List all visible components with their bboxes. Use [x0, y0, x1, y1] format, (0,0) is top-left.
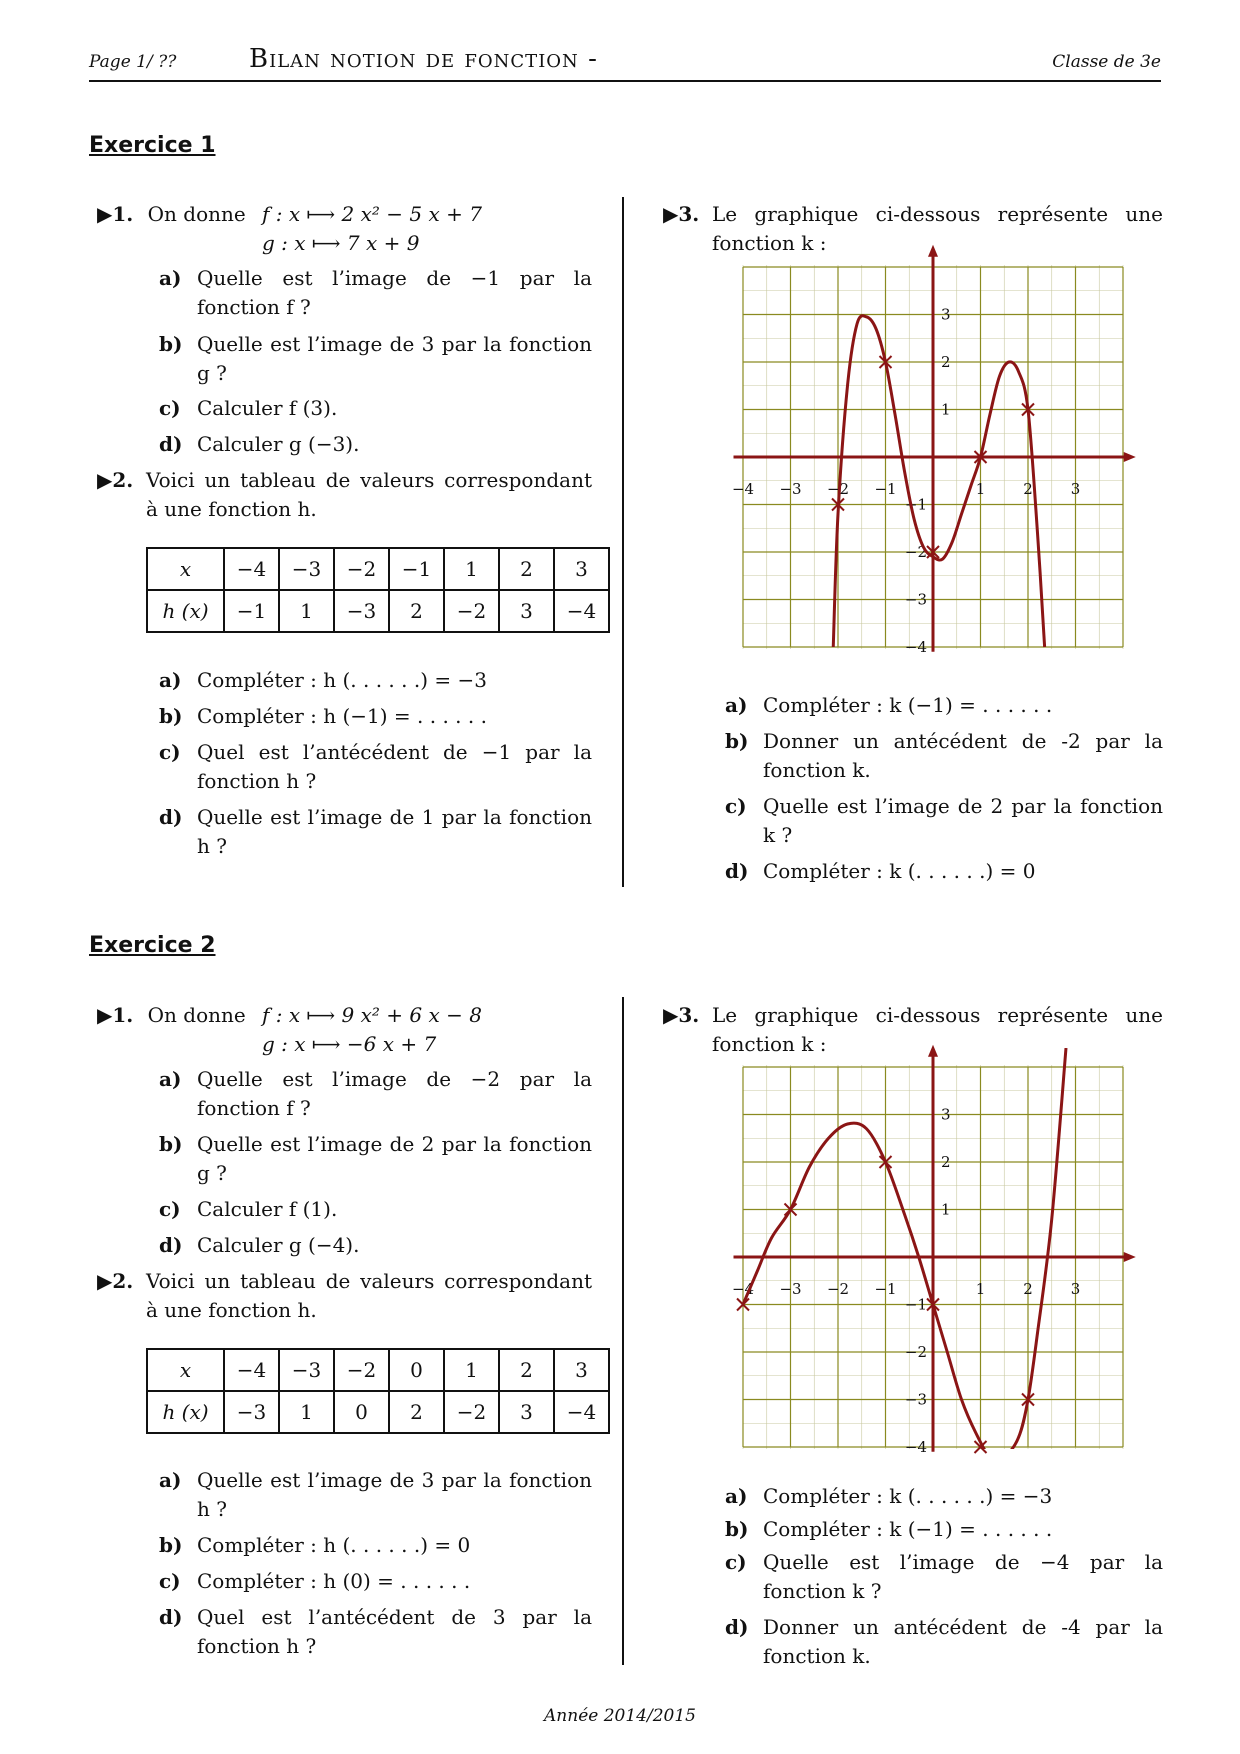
- ex2-q1-sub-label: c): [159, 1197, 181, 1221]
- ex1-q3-sub-1: [725, 691, 1163, 720]
- ex2-q2-sub-label: c): [159, 1569, 181, 1593]
- ex1-graph-x-tick-label: −1: [874, 480, 897, 498]
- ex1-q2-sub-text: Compléter : h (−1) = . . . . . .: [197, 704, 487, 728]
- ex2-q1-sub-3: [159, 1195, 592, 1224]
- ex1-graph-y-tick-label: 2: [941, 353, 951, 371]
- ex1-q1-sub-1: [159, 264, 592, 322]
- ex1-q1-sub-label: d): [159, 432, 183, 456]
- ex2-q2-sub-3: [159, 1567, 592, 1596]
- ex2-table-cell: −2: [444, 1391, 499, 1433]
- page-title: Bilan notion de fonction -: [249, 44, 598, 74]
- ex1-q3-sub-text: Compléter : k (−1) = . . . . . .: [763, 693, 1053, 717]
- ex2-q3-sub-4: [725, 1613, 1163, 1671]
- ex1-q3-sub-label: d): [725, 859, 749, 883]
- ex1-graph-x-tick-label: −2: [826, 480, 850, 498]
- ex2-q3-sub-3: [725, 1548, 1163, 1606]
- ex2-table-cell: 0: [389, 1349, 444, 1391]
- ex2-q2-sub-text: Compléter : h (. . . . . .) = 0: [197, 1533, 471, 1557]
- ex1-q3-sub-4: [725, 857, 1163, 886]
- ex1-graph-x-tick-label: −3: [779, 480, 802, 498]
- ex2-q1-sub-text: Quelle est l’image de −2 par la fonction f ?: [197, 1067, 592, 1120]
- ex2-table-cell: 1: [444, 1349, 499, 1391]
- ex1-table-cell: −1: [389, 548, 444, 590]
- ex2-q3-sub-text: Compléter : k (. . . . . .) = −3: [763, 1484, 1053, 1508]
- ex2-q1-g-def: g : x ⟼ −6 x + 7: [262, 1032, 437, 1056]
- ex2-q3-sub-label: c): [725, 1550, 747, 1574]
- ex2-table-row: [147, 1349, 609, 1391]
- ex1-q1: [97, 200, 246, 229]
- ex2-table-cell: −4: [554, 1391, 609, 1433]
- ex2-q2-sub-text: Quelle est l’image de 3 par la fonction h ?: [197, 1468, 592, 1521]
- ex2-q1-intro: On donne: [147, 1003, 246, 1027]
- ex1-q1-sub-2: [159, 330, 592, 388]
- ex1-q1-sub-label: b): [159, 332, 183, 356]
- ex2-table-cell: 3: [499, 1391, 554, 1433]
- ex1-q2-sub-text: Quel est l’antécédent de −1 par la fonction h ?: [197, 740, 592, 793]
- ex1-q1-g-def: g : x ⟼ 7 x + 9: [262, 231, 420, 255]
- ex2-graph-y-tick-label: −2: [904, 1343, 927, 1361]
- ex2-function-graph: [731, 1065, 1135, 1470]
- ex2-table-cell: −4: [224, 1349, 279, 1391]
- ex1-q1-sub-text: Quelle est l’image de 3 par la fonction g ?: [197, 332, 592, 385]
- ex1-table-row: [147, 548, 609, 590]
- ex2-values-table: [146, 1348, 610, 1434]
- ex1-q1-sub-4: [159, 430, 592, 459]
- ex2-graph-y-tick-label: 2: [941, 1153, 951, 1171]
- ex1-q3-sub-text: Donner un antécédent de -2 par la fonction k.: [763, 729, 1163, 782]
- ex2-q1-sub-2: [159, 1130, 592, 1188]
- ex2-table-cell: −2: [334, 1349, 389, 1391]
- ex1-values-table: [146, 547, 610, 633]
- ex1-graph-y-tick-label: −4: [904, 638, 927, 656]
- ex1-table-cell: −3: [279, 548, 334, 590]
- ex2-q2-sub-label: d): [159, 1605, 183, 1629]
- ex2-q3-sub-label: a): [725, 1484, 748, 1508]
- ex1-q1-sub-text: Calculer f (3).: [197, 396, 338, 420]
- ex1-q2-sub-2: [159, 702, 592, 731]
- ex2-q2-sub-4: [159, 1603, 592, 1661]
- ex1-q3-marker: ▶3.: [663, 202, 700, 226]
- ex1-table-cell: 3: [499, 590, 554, 632]
- ex1-q3-sub-2: [725, 727, 1163, 785]
- ex1-q2-sub-label: a): [159, 668, 182, 692]
- ex2-graph-y-tick-label: −3: [904, 1390, 927, 1409]
- page-number: Page 1/ ??: [89, 52, 177, 72]
- class-label: Classe de 3e: [1052, 52, 1161, 72]
- ex1-q1-sub-label: a): [159, 266, 182, 290]
- ex2-graph-y-tick-label: −4: [904, 1438, 927, 1456]
- ex1-graph-y-tick-label: −2: [904, 543, 927, 561]
- ex2-q1-sub-label: d): [159, 1233, 183, 1257]
- ex1-q2-sub-4: [159, 803, 592, 861]
- ex1-table-row: [147, 590, 609, 632]
- ex1-graph-x-tick-label: 3: [1070, 480, 1081, 498]
- ex2-q3-sub-2: [725, 1515, 1163, 1544]
- ex2-q2-sub-text: Quel est l’antécédent de 3 par la fonction h ?: [197, 1605, 592, 1658]
- ex1-q2-sub-label: c): [159, 740, 181, 764]
- ex2-q2-text: Voici un tableau de valeurs correspondant à une fonction h.: [146, 1269, 592, 1322]
- ex1-graph-x-tick-label: 1: [975, 480, 986, 498]
- ex1-table-cell: −2: [334, 548, 389, 590]
- ex1-graph-y-tick-label: 1: [941, 400, 951, 419]
- ex2-q1-sub-1: [159, 1065, 592, 1123]
- ex2-table-cell: 1: [279, 1391, 334, 1433]
- ex2-table-cell: 2: [499, 1349, 554, 1391]
- ex2-table-row: [147, 1391, 609, 1433]
- ex1-q3-text: Le graphique ci-dessous représente une fonction k :: [712, 202, 1163, 255]
- ex1-q3-sub-text: Quelle est l’image de 2 par la fonction k ?: [763, 794, 1163, 847]
- exercise-2-title: Exercice 2: [89, 933, 216, 958]
- ex1-q2-sub-3: [159, 738, 592, 796]
- ex1-q1-sub-text: Calculer g (−3).: [197, 432, 360, 456]
- ex2-q3-sub-label: d): [725, 1615, 749, 1639]
- page-footer: Année 2014/2015: [544, 1706, 696, 1726]
- ex2-table-cell: −3: [279, 1349, 334, 1391]
- ex2-graph-x-tick-label: −3: [779, 1280, 802, 1298]
- ex2-graph-x-tick-label: 3: [1070, 1280, 1081, 1298]
- ex2-q2-sub-1: [159, 1466, 592, 1524]
- ex1-q1-sub-3: [159, 394, 592, 423]
- ex2-q2-sub-label: a): [159, 1468, 182, 1492]
- ex2-q2-sub-2: [159, 1531, 592, 1560]
- ex1-q3-sub-label: c): [725, 794, 747, 818]
- ex1-q2-text: Voici un tableau de valeurs correspondant à une fonction h.: [146, 468, 592, 521]
- page-header: [89, 42, 1161, 82]
- ex2-q2-sub-label: b): [159, 1533, 183, 1557]
- ex1-table-cell: 1: [444, 548, 499, 590]
- ex1-graph-y-tick-label: −1: [904, 495, 927, 514]
- ex2-table-cell: 0: [334, 1391, 389, 1433]
- ex2-graph-y-tick-label: 1: [941, 1200, 951, 1219]
- ex1-q1-sub-label: c): [159, 396, 181, 420]
- ex1-graph-y-tick-label: −3: [904, 590, 927, 609]
- ex1-q3-sub-label: a): [725, 693, 748, 717]
- ex2-table-cell: h (x): [147, 1391, 224, 1433]
- ex1-table-cell: −4: [224, 548, 279, 590]
- ex2-q3-sub-text: Donner un antécédent de -4 par la fonction k.: [763, 1615, 1163, 1668]
- ex1-table-cell: 2: [389, 590, 444, 632]
- column-divider: [622, 997, 624, 1665]
- ex1-graph-y-tick-label: 3: [941, 305, 951, 324]
- ex2-q1-marker: ▶1.: [97, 1003, 134, 1027]
- ex1-table-cell: −2: [444, 590, 499, 632]
- ex1-q3-sub-3: [725, 792, 1163, 850]
- ex1-table-cell: 1: [279, 590, 334, 632]
- ex1-table-cell: −4: [554, 590, 609, 632]
- ex2-q1-sub-label: b): [159, 1132, 183, 1156]
- ex2-q1: [97, 1001, 246, 1030]
- ex1-q1-sub-text: Quelle est l’image de −1 par la fonction f ?: [197, 266, 592, 319]
- ex1-function-graph: [731, 265, 1135, 670]
- ex2-table-cell: x: [147, 1349, 224, 1391]
- ex1-q1-intro: On donne: [147, 202, 246, 226]
- ex1-graph-x-tick-label: −4: [731, 480, 755, 498]
- ex1-table-cell: −3: [334, 590, 389, 632]
- ex1-table-cell: −1: [224, 590, 279, 632]
- ex2-graph-x-tick-label: −4: [731, 1280, 755, 1298]
- ex2-q3-sub-text: Quelle est l’image de −4 par la fonction k ?: [763, 1550, 1163, 1603]
- ex1-graph-x-tick-label: 2: [1023, 480, 1033, 498]
- ex1-graph-x-axis-arrow: [1124, 452, 1136, 462]
- ex1-table-cell: x: [147, 548, 224, 590]
- ex2-graph-y-tick-label: 3: [941, 1105, 951, 1124]
- ex2-q1-sub-label: a): [159, 1067, 182, 1091]
- ex1-q1-marker: ▶1.: [97, 202, 134, 226]
- ex1-q2-marker: ▶2.: [97, 468, 134, 492]
- exercise-1-title: Exercice 1: [89, 133, 216, 158]
- ex1-q3-sub-text: Compléter : k (. . . . . .) = 0: [763, 859, 1036, 883]
- ex2-graph-y-tick-label: −1: [904, 1295, 927, 1314]
- ex2-graph-x-tick-label: −2: [826, 1280, 850, 1298]
- ex2-q1-sub-text: Quelle est l’image de 2 par la fonction g ?: [197, 1132, 592, 1185]
- ex2-q1-sub-text: Calculer f (1).: [197, 1197, 338, 1221]
- ex1-table-cell: 2: [499, 548, 554, 590]
- ex1-table-cell: h (x): [147, 590, 224, 632]
- ex1-table-cell: 3: [554, 548, 609, 590]
- ex1-q2-sub-text: Quelle est l’image de 1 par la fonction h ?: [197, 805, 592, 858]
- ex2-q1-sub-4: [159, 1231, 592, 1260]
- ex2-table-cell: 2: [389, 1391, 444, 1433]
- ex1-graph-curve: [833, 316, 1044, 647]
- ex1-q1-f-def: f : x ⟼ 2 x² − 5 x + 7: [262, 202, 482, 226]
- ex2-graph-x-tick-label: 1: [975, 1280, 986, 1298]
- ex2-table-cell: −3: [224, 1391, 279, 1433]
- ex1-q2-sub-label: d): [159, 805, 183, 829]
- ex1-q2-sub-text: Compléter : h (. . . . . .) = −3: [197, 668, 487, 692]
- ex2-q3-sub-1: [725, 1482, 1163, 1511]
- ex2-graph-x-axis-arrow: [1124, 1252, 1136, 1262]
- ex2-q2-marker: ▶2.: [97, 1269, 134, 1293]
- ex2-q3-text: Le graphique ci-dessous représente une fonction k :: [712, 1003, 1163, 1056]
- ex2-graph-x-tick-label: −1: [874, 1280, 897, 1298]
- ex1-q2-sub-label: b): [159, 704, 183, 728]
- ex2-q3-sub-text: Compléter : k (−1) = . . . . . .: [763, 1517, 1053, 1541]
- column-divider: [622, 197, 624, 887]
- ex2-q3-marker: ▶3.: [663, 1003, 700, 1027]
- ex1-q3-sub-label: b): [725, 729, 749, 753]
- ex1-q2-sub-1: [159, 666, 592, 695]
- ex2-q1-sub-text: Calculer g (−4).: [197, 1233, 360, 1257]
- ex2-graph-x-tick-label: 2: [1023, 1280, 1033, 1298]
- ex2-q3-sub-label: b): [725, 1517, 749, 1541]
- ex2-table-cell: 3: [554, 1349, 609, 1391]
- ex2-q2-sub-text: Compléter : h (0) = . . . . . .: [197, 1569, 471, 1593]
- ex2-q1-f-def: f : x ⟼ 9 x² + 6 x − 8: [262, 1003, 482, 1027]
